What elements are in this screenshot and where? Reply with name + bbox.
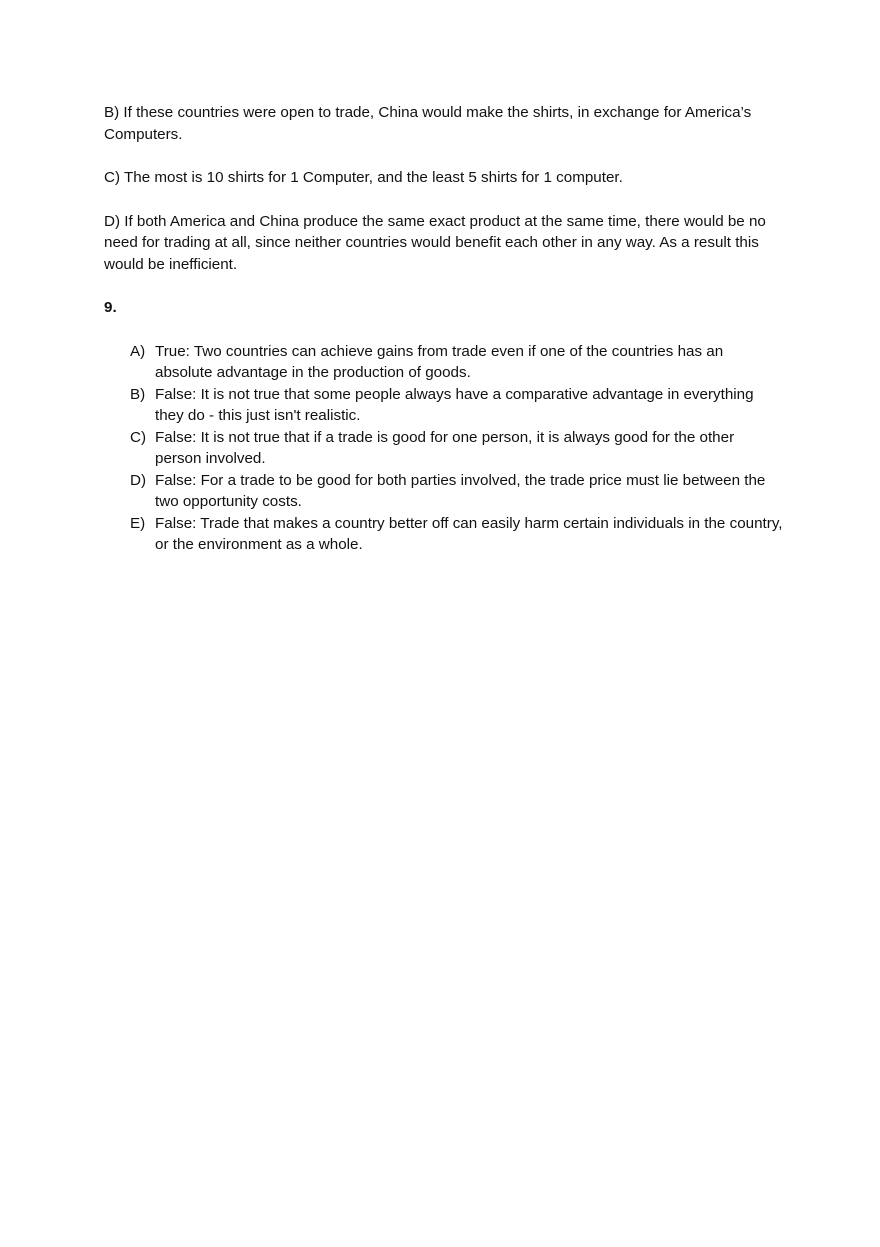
list-item-marker: E)	[130, 514, 146, 532]
question-9-list	[104, 341, 784, 556]
list-item-marker: A)	[130, 342, 146, 360]
answer-d-paragraph: D) If both America and China produce the same exact product at the same time, there would be no need for trading at all, since neither countries would benefit each other in any way. As a result this would be inefficient.	[104, 212, 766, 273]
list-item-marker: C)	[130, 428, 147, 446]
list-item	[130, 384, 784, 427]
list-item-text: False: It is not true that if a trade is good for one person, it is always good for the other person involved.	[155, 428, 735, 467]
list-item	[130, 341, 784, 384]
list-item	[130, 513, 784, 556]
list-item-text: False: For a trade to be good for both parties involved, the trade price must lie between the two opportunity costs.	[155, 471, 766, 510]
question-9-heading: 9.	[104, 299, 117, 316]
list-item-marker: D)	[130, 471, 147, 489]
list-item	[130, 427, 784, 470]
list-item	[130, 470, 784, 513]
answer-b-paragraph: B) If these countries were open to trade, China would make the shirts, in exchange for America’s Computers.	[104, 104, 752, 143]
answer-c-paragraph: C) The most is 10 shirts for 1 Computer, and the least 5 shirts for 1 computer.	[104, 169, 623, 186]
list-item-text: True: Two countries can achieve gains from trade even if one of the countries has an absolute advantage in the production of goods.	[155, 342, 724, 381]
list-item-text: False: It is not true that some people always have a comparative advantage in everything they do - this just isn't realistic.	[155, 385, 754, 424]
document-content	[104, 102, 784, 556]
list-item-text: False: Trade that makes a country better off can easily harm certain individuals in the country, or the environment as a whole.	[155, 514, 783, 553]
list-item-marker: B)	[130, 385, 146, 403]
